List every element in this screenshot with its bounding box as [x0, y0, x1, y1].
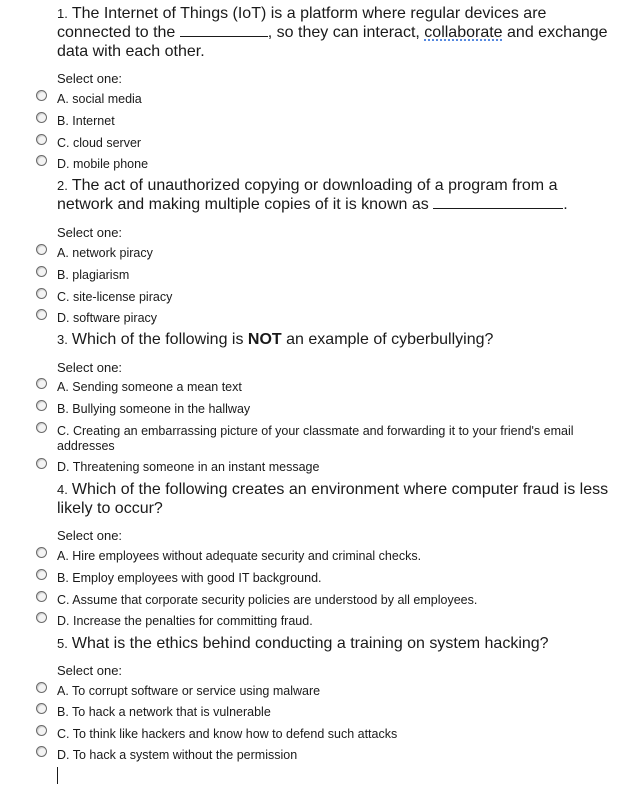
text-cursor [57, 767, 58, 784]
answer-blank [433, 195, 563, 209]
question-text-part: Which of the following creates an environment where computer fraud is less likely to occur? [57, 481, 609, 517]
option-4b[interactable] [0, 569, 620, 587]
option-1c[interactable] [0, 134, 620, 152]
option-label[interactable]: B. Internet [57, 114, 115, 128]
select-one-label: Select one: [57, 663, 123, 678]
option-label[interactable]: C. To think like hackers and know how to defend such attacks [57, 727, 398, 741]
select-one-label: Select one: [57, 225, 123, 240]
option-label[interactable]: C. Assume that corporate security policies are understood by all employees. [57, 593, 478, 607]
option-label[interactable]: A. To corrupt software or service using malware [57, 684, 321, 698]
question-number: 1. [57, 6, 68, 21]
radio-button[interactable] [36, 547, 47, 558]
radio-button[interactable] [36, 155, 47, 166]
option-3c[interactable] [0, 422, 620, 456]
radio-button[interactable] [36, 591, 47, 602]
radio-button[interactable] [36, 682, 47, 693]
option-2c[interactable] [0, 288, 620, 306]
option-label[interactable]: C. cloud server [57, 136, 142, 150]
question-2-text [57, 176, 609, 214]
option-label[interactable]: A. Hire employees without adequate security and criminal checks. [57, 549, 422, 563]
question-text-part: an example of cyberbullying? [281, 331, 494, 348]
radio-button[interactable] [36, 725, 47, 736]
spellcheck-word: collaborate [424, 24, 503, 41]
option-1b[interactable] [0, 112, 620, 130]
question-number: 5. [57, 636, 68, 651]
radio-button[interactable] [36, 422, 47, 433]
option-label[interactable]: D. To hack a system without the permission [57, 748, 298, 762]
option-4c[interactable] [0, 591, 620, 609]
option-label[interactable]: D. Threatening someone in an instant message [57, 460, 320, 474]
radio-button[interactable] [36, 266, 47, 277]
option-4a[interactable] [0, 547, 620, 565]
question-number: 4. [57, 482, 68, 497]
option-label[interactable]: A. network piracy [57, 246, 153, 260]
option-label[interactable]: B. plagiarism [57, 268, 130, 282]
option-label[interactable]: B. Employ employees with good IT background. [57, 571, 322, 585]
radio-button[interactable] [36, 400, 47, 411]
option-2a[interactable] [0, 244, 620, 262]
option-3d[interactable] [0, 458, 620, 476]
option-4d[interactable] [0, 612, 620, 630]
radio-button[interactable] [36, 244, 47, 255]
radio-button[interactable] [36, 458, 47, 469]
option-label[interactable]: B. To hack a network that is vulnerable [57, 705, 271, 719]
option-label[interactable]: C. site-license piracy [57, 290, 173, 304]
radio-button[interactable] [36, 569, 47, 580]
radio-button[interactable] [36, 378, 47, 389]
question-number: 3. [57, 332, 68, 347]
radio-button[interactable] [36, 134, 47, 145]
radio-button[interactable] [36, 288, 47, 299]
option-label[interactable]: A. social media [57, 92, 142, 106]
option-1a[interactable] [0, 90, 620, 108]
question-text-part: The act of unauthorized copying or downloading of a program from a network and making multiple copies of it is known as [57, 177, 558, 213]
option-5a[interactable] [0, 682, 620, 700]
question-3-text [57, 330, 609, 349]
radio-button[interactable] [36, 309, 47, 320]
option-2b[interactable] [0, 266, 620, 284]
radio-button[interactable] [36, 112, 47, 123]
question-text-part: The Internet of Things (IoT) is a platform where regular devices are connected to the [57, 5, 547, 41]
radio-button[interactable] [36, 703, 47, 714]
question-4-text [57, 480, 609, 518]
question-5-text [57, 634, 609, 653]
option-label[interactable]: A. Sending someone a mean text [57, 380, 242, 394]
option-label[interactable]: D. software piracy [57, 311, 158, 325]
question-text-part: and exchange data with each other. [57, 24, 608, 60]
question-text-part: , so they can interact, [267, 24, 425, 41]
option-1d[interactable] [0, 155, 620, 173]
select-one-label: Select one: [57, 71, 123, 86]
option-label[interactable]: B. Bullying someone in the hallway [57, 402, 251, 416]
select-one-label: Select one: [57, 360, 123, 375]
option-label[interactable]: D. mobile phone [57, 157, 149, 171]
emphasis-text: NOT [247, 331, 282, 348]
question-text-part: Which of the following is [71, 331, 248, 348]
option-5d[interactable] [0, 746, 620, 764]
question-1-text [57, 4, 609, 61]
radio-button[interactable] [36, 90, 47, 101]
select-one-label: Select one: [57, 528, 123, 543]
option-2d[interactable] [0, 309, 620, 327]
radio-button[interactable] [36, 746, 47, 757]
question-number: 2. [57, 178, 68, 193]
radio-button[interactable] [36, 612, 47, 623]
option-5c[interactable] [0, 725, 620, 743]
question-text-part: . [563, 196, 568, 213]
option-label[interactable]: C. Creating an embarrassing picture of your classmate and forwarding it to your friend's email addresses [57, 424, 574, 453]
answer-blank [180, 23, 268, 37]
option-label[interactable]: D. Increase the penalties for committing fraud. [57, 614, 313, 628]
option-3a[interactable] [0, 378, 620, 396]
option-5b[interactable] [0, 703, 620, 721]
option-3b[interactable] [0, 400, 620, 418]
question-text-part: What is the ethics behind conducting a training on system hacking? [71, 635, 549, 652]
